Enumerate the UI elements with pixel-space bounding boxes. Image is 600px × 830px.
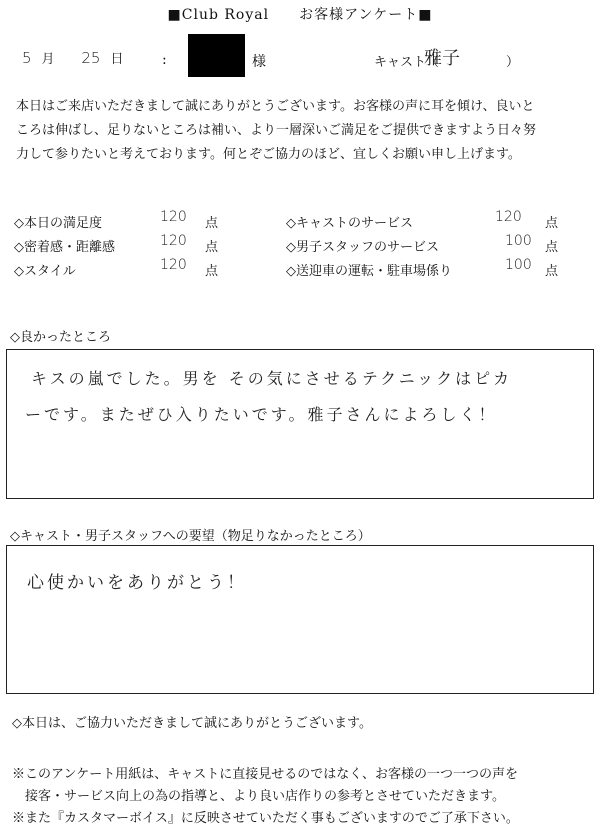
requests-label: ◇キャスト・男子スタッフへの要望（物足りなかったところ） <box>10 529 371 544</box>
rating-satisfaction-value: 120 <box>160 209 187 225</box>
intro-line: ころは伸ばし、足りないところは補い、より一層深いご満足をご提供できますよう日々努 <box>16 123 537 138</box>
rating-unit: 点 <box>205 264 219 279</box>
good-points-line: ーです。またぜひ入りたいです。雅子さんによろしく！ <box>25 405 498 424</box>
honorific-label: 様 <box>252 54 266 70</box>
rating-style-value: 120 <box>160 257 187 273</box>
day-label: 日 <box>110 52 124 67</box>
page-title: ■Club Royal お客様アンケート■ <box>167 7 433 23</box>
rating-staff-service-label: ◇男子スタッフのサービス <box>286 240 439 255</box>
requests-line: 心使かいをありがとう！ <box>27 573 247 593</box>
rating-closeness-value: 120 <box>160 233 187 249</box>
footer-note: ※また『カスタマーボイス』に反映させていただく事もございますのでご了承下さい。 <box>12 811 519 826</box>
name-colon: : <box>162 52 167 68</box>
intro-line: 本日はご来店いただきまして誠にありがとうございます。お客様の声に耳を傾け、良いと <box>16 99 535 114</box>
rating-unit: 点 <box>545 216 559 231</box>
rating-driver-value: 100 <box>505 257 532 273</box>
good-points-line: キスの嵐でした。男を その気にさせるテクニックはピカ <box>31 369 513 388</box>
footer-note: ※このアンケート用紙は、キャストに直接見せるのではなく、お客様の一つ一つの声を <box>12 767 518 782</box>
visit-date <box>22 48 133 67</box>
footer-thanks: ◇本日は、ご協力いただきまして誠にありがとうございます。 <box>12 716 372 731</box>
rating-driver-label: ◇送迎車の運転・駐車場係り <box>286 264 452 279</box>
day-value: 25 <box>81 49 101 67</box>
rating-unit: 点 <box>545 240 559 255</box>
good-points-box <box>6 349 594 499</box>
cast-label: キャスト（ <box>374 55 440 70</box>
rating-style-label: ◇スタイル <box>14 264 76 279</box>
rating-staff-service-value: 100 <box>505 233 532 249</box>
redacted-customer-name <box>188 34 245 77</box>
intro-text <box>16 95 590 167</box>
rating-unit: 点 <box>205 216 219 231</box>
rating-unit: 点 <box>205 240 219 255</box>
requests-box <box>6 545 594 694</box>
good-points-label: ◇良かったところ <box>10 330 111 345</box>
intro-line: 力して参りたいと考えております。何とぞご協力のほど、宜しくお願い申し上げます。 <box>16 147 521 162</box>
rating-unit: 点 <box>545 264 559 279</box>
rating-satisfaction-label: ◇本日の満足度 <box>14 216 102 231</box>
rating-cast-service-label: ◇キャストのサービス <box>286 216 413 231</box>
rating-closeness-label: ◇密着感・距離感 <box>14 240 115 255</box>
footer-note: 接客・サービス向上の為の指導と、より良い店作りの参考とさせていただきます。 <box>12 789 505 804</box>
month-value: 5 <box>22 49 32 67</box>
cast-close: ） <box>506 55 520 70</box>
footer-notes <box>12 764 519 830</box>
month-label: 月 <box>41 52 55 67</box>
cast-name: 雅子 <box>424 48 460 69</box>
rating-cast-service-value: 120 <box>495 209 522 225</box>
